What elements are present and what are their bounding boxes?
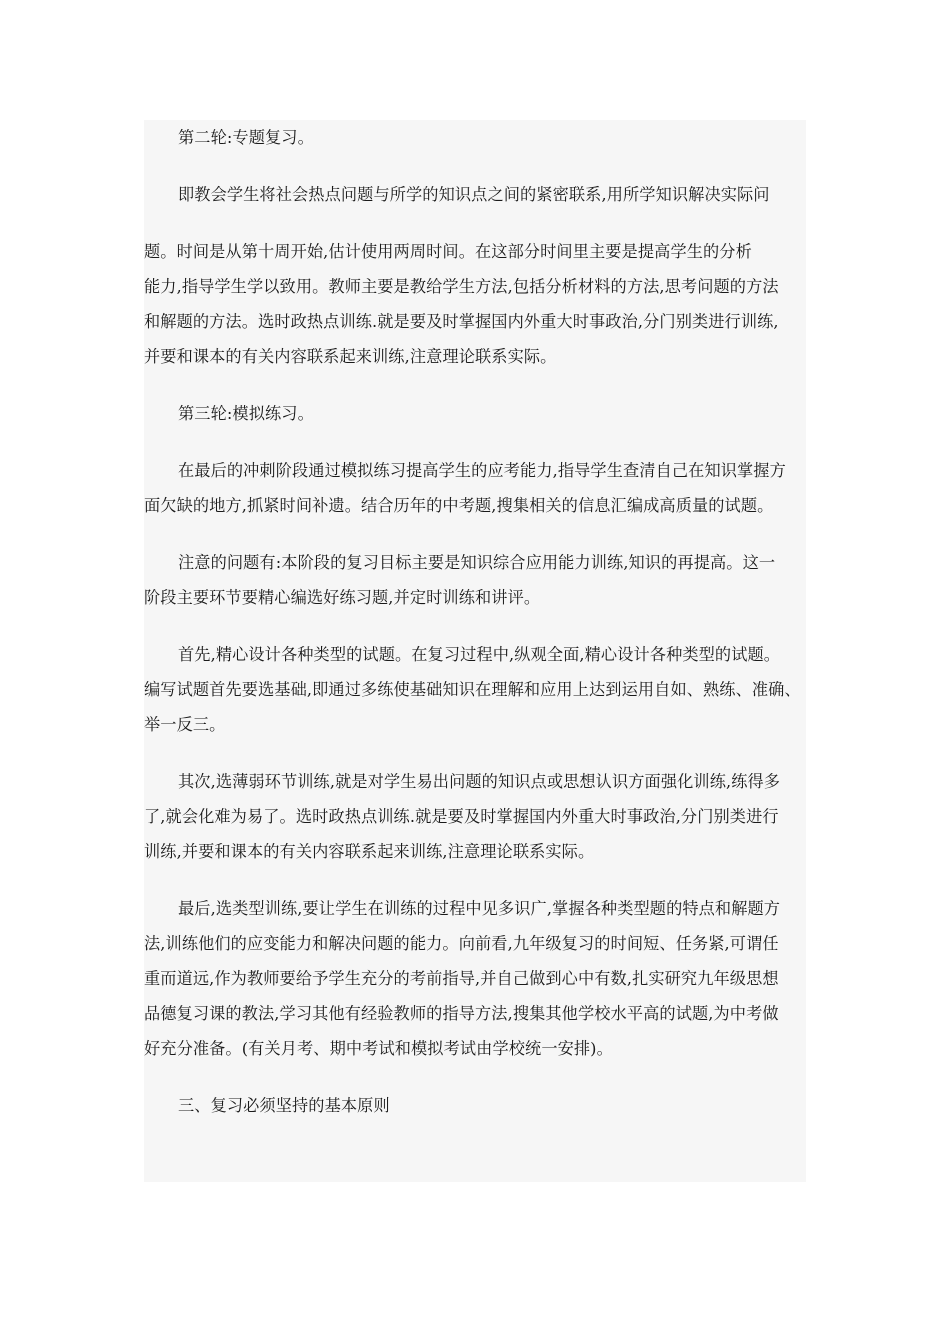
- text-line: 和解题的方法。选时政热点训练.就是要及时掌握国内外重大时事政治,分门别类进行训练,: [144, 312, 779, 331]
- text-line: 第二轮:专题复习。: [178, 128, 314, 147]
- second-point: [144, 764, 806, 869]
- text-line: 好充分准备。(有关月考、期中考试和模拟考试由学校统一安排)。: [144, 1039, 613, 1058]
- text-line: 品德复习课的教法,学习其他有经验教师的指导方法,搜集其他学校水平高的试题,为中考做: [144, 1004, 779, 1023]
- round-two-intro: [144, 177, 806, 212]
- text-line: 即教会学生将社会热点问题与所学的知识点之间的紧密联系,用所学知识解决实际问: [178, 185, 770, 204]
- text-line: 题。时间是从第十周开始,估计使用两周时间。在这部分时间里主要是提高学生的分析: [144, 242, 752, 261]
- text-line: 注意的问题有:本阶段的复习目标主要是知识综合应用能力训练,知识的再提高。这一: [178, 553, 776, 572]
- section-three-heading: [144, 1088, 806, 1123]
- round-three-body: [144, 453, 806, 523]
- text-line: 并要和课本的有关内容联系起来训练,注意理论联系实际。: [144, 347, 557, 366]
- text-line: 阶段主要环节要精心编选好练习题,并定时训练和讲评。: [144, 588, 541, 607]
- text-line: 第三轮:模拟练习。: [178, 404, 314, 423]
- round-two-body: [144, 234, 806, 374]
- text-line: 在最后的冲刺阶段通过模拟练习提高学生的应考能力,指导学生查清自己在知识掌握方: [178, 461, 786, 480]
- text-line: 了,就会化难为易了。选时政热点训练.就是要及时掌握国内外重大时事政治,分门别类进行: [144, 807, 779, 826]
- text-line: 训练,并要和课本的有关内容联系起来训练,注意理论联系实际。: [144, 842, 595, 861]
- attention-points: [144, 545, 806, 615]
- text-line: 重而道远,作为教师要给予学生充分的考前指导,并自己做到心中有数,扎实研究九年级思想: [144, 969, 779, 988]
- round-three-heading: [144, 396, 806, 431]
- text-line: 法,训练他们的应变能力和解决问题的能力。向前看,九年级复习的时间短、任务紧,可谓任: [144, 934, 779, 953]
- text-line: 其次,选薄弱环节训练,就是对学生易出问题的知识点或思想认识方面强化训练,练得多: [178, 772, 781, 791]
- document-body: [144, 120, 806, 1123]
- text-line: 首先,精心设计各种类型的试题。在复习过程中,纵观全面,精心设计各种类型的试题。: [178, 645, 781, 664]
- text-line: 编写试题首先要选基础,即通过多练使基础知识在理解和应用上达到运用自如、熟练、准确、: [144, 680, 801, 699]
- last-point: [144, 891, 806, 1066]
- text-line: 最后,选类型训练,要让学生在训练的过程中见多识广,掌握各种类型题的特点和解题方: [178, 899, 781, 918]
- round-two-heading: [144, 120, 806, 155]
- text-line: 举一反三。: [144, 715, 226, 734]
- text-line: 三、复习必须坚持的基本原则: [178, 1096, 390, 1115]
- text-line: 面欠缺的地方,抓紧时间补遗。结合历年的中考题,搜集相关的信息汇编成高质量的试题。: [144, 496, 774, 515]
- text-line: 能力,指导学生学以致用。教师主要是教给学生方法,包括分析材料的方法,思考问题的方法: [144, 277, 779, 296]
- first-point: [144, 637, 806, 742]
